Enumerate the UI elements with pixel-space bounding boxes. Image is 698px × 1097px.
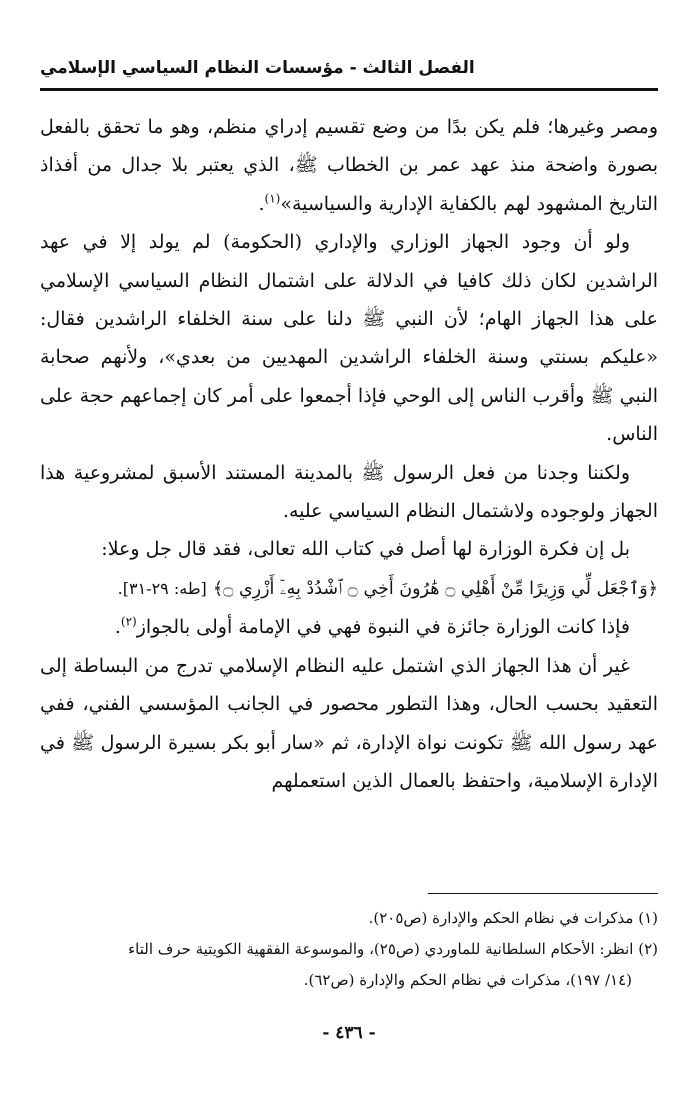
paragraph-5: فإذا كانت الوزارة جائزة في النبوة فهي في الإمامة أولى بالجواز$^{(٢)}$.	[114, 614, 630, 639]
quran-verse-text: ﴿وَٱجْعَل لِّي وَزِيرًا مِّنْ أَهْلِي ۝ هَٰرُونَ أَخِي ۝ ٱشْدُدْ بِهِۦٓ أَزْرِي ۝﴾	[212, 578, 658, 599]
header-rule	[40, 88, 658, 91]
paragraph-2: ولو أن وجود الجهاز الوزاري والإداري (الحكومة) لم يولد إلا في عهد الراشدين لكان ذلك كافيا في الدلالة على اشتمال النظام السياسي الإسلامي على هذا الجهاز الهام؛ لأن النبي ﷺ دلنا على سنة الخلفاء الراشدين فقال: «عليكم بسنتي وسنة الخلفاء الراشدين المهديين من بعدي»، ولأنهم صحابة النبي ﷺ وأقرب الناس إلى الوحي فإذا أجمعوا على أمر كان إجماعهم حجة على الناس.	[40, 231, 658, 446]
paragraph-6: غير أن هذا الجهاز الذي اشتمل عليه النظام الإسلامي تدرج من البساطة إلى التعقيد بحسب الحال، وهذا التطور محصور في الجانب المؤسسي الفني، ففي عهد رسول الله ﷺ تكونت نواة الإدارة، ثم «سار أبو بكر بسيرة الرسول ﷺ في الإدارة الإسلامية، واحتفظ بالعمال الذين استعملهم	[40, 654, 658, 792]
footnote-2: (٢) انظر: الأحكام السلطانية للماوردي (ص٢٥)، والموسوعة الفقهية الكويتية حرف التاء	[128, 940, 658, 958]
paragraph-1-text: ومصر وغيرها؛ فلم يكن بدًا من وضع تقسيم إدراي منظم، وهو ما تحقق بالفعل بصورة واضحة منذ عهد عمر بن الخطاب ﷺ، الذي يعتبر بلا جدال من أفذاذ التاريخ المشهود لهم بالكفاية الإدارية والسياسية»	[40, 116, 658, 215]
page-number: - ٤٣٦ -	[322, 1023, 376, 1043]
paragraph-1: ومصر وغيرها؛ فلم يكن بدًا من وضع تقسيم إدراي منظم، وهو ما تحقق بالفعل بصورة واضحة منذ عهد عمر بن الخطاب ﷺ، الذي يعتبر بلا جدال من أفذاذ التاريخ المشهود لهم بالكفاية الإدارية والسياسية»$^{(١)}$.	[40, 116, 658, 215]
paragraph-3: ولكننا وجدنا من فعل الرسول ﷺ بالمدينة المستند الأسبق لمشروعية هذا الجهاز ولوجوده ولاشتمال النظام السياسي عليه.	[40, 461, 658, 523]
body-text	[40, 108, 658, 800]
running-header: الفصل الثالث - مؤسسات النظام السياسي الإسلامي	[40, 58, 475, 78]
footnote-2-continuation: (١٤/ ١٩٧)، مذكرات في نظام الحكم والإدارة (ص٦٢).	[303, 971, 632, 989]
quran-reference: [طه: ٢٩-٣١].	[117, 578, 207, 598]
footnotes	[40, 903, 658, 996]
quran-verse	[40, 569, 658, 608]
paragraph-4: بل إن فكرة الوزارة لها أصل في كتاب الله تعالى، فقد قال جل وعلا:	[101, 538, 630, 561]
footnote-1: (١) مذكرات في نظام الحكم والإدارة (ص٢٠٥).	[368, 909, 658, 927]
paragraph-5-text: فإذا كانت الوزارة جائزة في النبوة فهي في الإمامة أولى بالجواز	[136, 616, 630, 639]
footnote-separator	[428, 893, 658, 894]
footnote-marker-1[interactable]: (١)	[264, 191, 281, 206]
footnote-marker-2[interactable]: (٢)	[120, 614, 137, 629]
